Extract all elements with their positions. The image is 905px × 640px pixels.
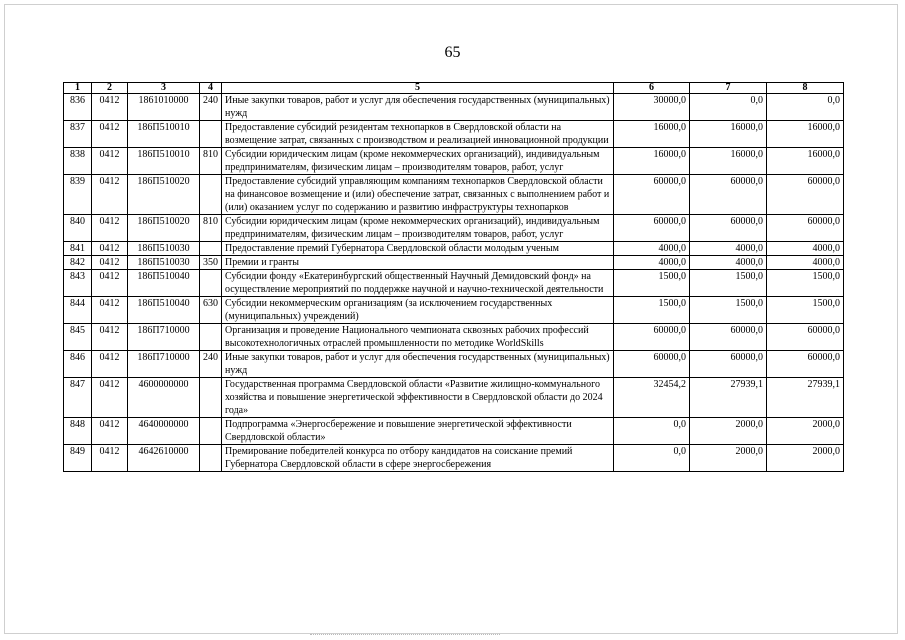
row-description: Организация и проведение Национального чемпионата сквозных рабочих профессий высокотехнологичных отраслей промышленности по методике WorldSkills (222, 324, 614, 351)
target-item-code: 186П710000 (128, 324, 200, 351)
section-code: 0412 (92, 270, 128, 297)
table-row (64, 324, 844, 351)
amount-year-2: 1500,0 (690, 297, 767, 324)
target-item-code: 4600000000 (128, 378, 200, 418)
amount-year-1: 30000,0 (614, 94, 690, 121)
section-code: 0412 (92, 297, 128, 324)
target-item-code: 186П510040 (128, 270, 200, 297)
amount-year-3: 16000,0 (767, 148, 844, 175)
amount-year-2: 4000,0 (690, 256, 767, 270)
table-row (64, 215, 844, 242)
expense-type-code (200, 324, 222, 351)
amount-year-2: 1500,0 (690, 270, 767, 297)
budget-table (63, 82, 844, 472)
row-number: 837 (64, 121, 92, 148)
expense-type-code (200, 445, 222, 472)
target-item-code: 4640000000 (128, 418, 200, 445)
row-description: Государственная программа Свердловской области «Развитие жилищно-коммунального хозяйства и повышение энергетической эффективности в Свердловской области до 2024 года» (222, 378, 614, 418)
row-description: Субсидии некоммерческим организациям (за исключением государственных (муниципальных) учреждений) (222, 297, 614, 324)
amount-year-3: 16000,0 (767, 121, 844, 148)
section-code: 0412 (92, 94, 128, 121)
column-header: 4 (200, 83, 222, 94)
target-item-code: 186П510020 (128, 215, 200, 242)
amount-year-2: 60000,0 (690, 324, 767, 351)
column-header: 2 (92, 83, 128, 94)
section-code: 0412 (92, 215, 128, 242)
target-item-code: 186П710000 (128, 351, 200, 378)
section-code: 0412 (92, 351, 128, 378)
target-item-code: 186П510020 (128, 175, 200, 215)
table-row (64, 351, 844, 378)
amount-year-3: 1500,0 (767, 270, 844, 297)
amount-year-2: 60000,0 (690, 351, 767, 378)
row-description: Премии и гранты (222, 256, 614, 270)
row-description: Предоставление субсидий управляющим компаниям технопарков Свердловской области на финансовое возмещение и (или) обеспечение затрат, связанных с выполнением работ и (или) оказанием услуг по содержанию и развитию инфраструктуры технопарков (222, 175, 614, 215)
amount-year-3: 60000,0 (767, 175, 844, 215)
section-code: 0412 (92, 324, 128, 351)
table-row (64, 94, 844, 121)
table-row (64, 378, 844, 418)
row-number: 849 (64, 445, 92, 472)
row-number: 836 (64, 94, 92, 121)
expense-type-code: 240 (200, 94, 222, 121)
target-item-code: 186П510030 (128, 256, 200, 270)
section-code: 0412 (92, 175, 128, 215)
row-number: 843 (64, 270, 92, 297)
expense-type-code (200, 242, 222, 256)
amount-year-2: 2000,0 (690, 418, 767, 445)
expense-type-code (200, 121, 222, 148)
section-code: 0412 (92, 121, 128, 148)
table-row (64, 148, 844, 175)
row-description: Иные закупки товаров, работ и услуг для обеспечения государственных (муниципальных) нужд (222, 351, 614, 378)
column-header: 5 (222, 83, 614, 94)
expense-type-code (200, 378, 222, 418)
amount-year-3: 60000,0 (767, 215, 844, 242)
amount-year-2: 60000,0 (690, 215, 767, 242)
amount-year-1: 60000,0 (614, 351, 690, 378)
row-description: Подпрограмма «Энергосбережение и повышение энергетической эффективности Свердловской области» (222, 418, 614, 445)
amount-year-1: 32454,2 (614, 378, 690, 418)
target-item-code: 186П510010 (128, 148, 200, 175)
column-header: 8 (767, 83, 844, 94)
row-number: 846 (64, 351, 92, 378)
amount-year-3: 60000,0 (767, 324, 844, 351)
scan-edge-mark (310, 634, 500, 637)
row-number: 848 (64, 418, 92, 445)
amount-year-3: 4000,0 (767, 256, 844, 270)
amount-year-1: 0,0 (614, 418, 690, 445)
page-number: 65 (444, 44, 461, 61)
expense-type-code: 810 (200, 148, 222, 175)
row-description: Субсидии юридическим лицам (кроме некоммерческих организаций), индивидуальным предпринимателям, физическим лицам – производителям товаров, работ, услуг (222, 215, 614, 242)
row-description: Предоставление премий Губернатора Свердловской области молодым ученым (222, 242, 614, 256)
amount-year-2: 4000,0 (690, 242, 767, 256)
section-code: 0412 (92, 418, 128, 445)
section-code: 0412 (92, 445, 128, 472)
target-item-code: 186П510010 (128, 121, 200, 148)
section-code: 0412 (92, 256, 128, 270)
amount-year-1: 1500,0 (614, 297, 690, 324)
amount-year-3: 4000,0 (767, 242, 844, 256)
table-row (64, 256, 844, 270)
row-number: 847 (64, 378, 92, 418)
amount-year-3: 27939,1 (767, 378, 844, 418)
table-row (64, 445, 844, 472)
expense-type-code: 240 (200, 351, 222, 378)
row-description: Субсидии юридическим лицам (кроме некоммерческих организаций), индивидуальным предпринимателям, физическим лицам – производителям товаров, работ, услуг (222, 148, 614, 175)
row-description: Субсидии фонду «Екатеринбургский общественный Научный Демидовский фонд» на осуществление мероприятий по поддержке научной и научно-технической деятельности (222, 270, 614, 297)
row-number: 840 (64, 215, 92, 242)
amount-year-2: 16000,0 (690, 148, 767, 175)
table-row (64, 297, 844, 324)
table-row (64, 121, 844, 148)
section-code: 0412 (92, 148, 128, 175)
target-item-code: 186П510030 (128, 242, 200, 256)
amount-year-2: 16000,0 (690, 121, 767, 148)
amount-year-1: 1500,0 (614, 270, 690, 297)
column-header: 7 (690, 83, 767, 94)
section-code: 0412 (92, 378, 128, 418)
amount-year-1: 60000,0 (614, 215, 690, 242)
section-code: 0412 (92, 242, 128, 256)
table-row (64, 242, 844, 256)
column-header: 1 (64, 83, 92, 94)
amount-year-1: 16000,0 (614, 121, 690, 148)
amount-year-1: 4000,0 (614, 242, 690, 256)
expense-type-code (200, 175, 222, 215)
expense-type-code (200, 270, 222, 297)
target-item-code: 4642610000 (128, 445, 200, 472)
amount-year-2: 27939,1 (690, 378, 767, 418)
amount-year-1: 4000,0 (614, 256, 690, 270)
amount-year-1: 0,0 (614, 445, 690, 472)
column-header: 6 (614, 83, 690, 94)
amount-year-3: 0,0 (767, 94, 844, 121)
amount-year-2: 0,0 (690, 94, 767, 121)
target-item-code: 186П510040 (128, 297, 200, 324)
row-description: Предоставление субсидий резидентам технопарков в Свердловской области на возмещение затрат, связанных с производством и реализацией инновационной продукции (222, 121, 614, 148)
table-row (64, 175, 844, 215)
row-number: 839 (64, 175, 92, 215)
header-row (64, 83, 844, 94)
row-description: Премирование победителей конкурса по отбору кандидатов на соискание премий Губернатора Свердловской области в сфере энергосбережения (222, 445, 614, 472)
expense-type-code: 810 (200, 215, 222, 242)
amount-year-3: 1500,0 (767, 297, 844, 324)
row-number: 841 (64, 242, 92, 256)
amount-year-3: 60000,0 (767, 351, 844, 378)
row-description: Иные закупки товаров, работ и услуг для обеспечения государственных (муниципальных) нужд (222, 94, 614, 121)
amount-year-3: 2000,0 (767, 418, 844, 445)
expense-type-code: 630 (200, 297, 222, 324)
amount-year-3: 2000,0 (767, 445, 844, 472)
expense-type-code (200, 418, 222, 445)
row-number: 844 (64, 297, 92, 324)
table-row (64, 418, 844, 445)
expense-type-code: 350 (200, 256, 222, 270)
row-number: 845 (64, 324, 92, 351)
table-row (64, 270, 844, 297)
amount-year-1: 60000,0 (614, 324, 690, 351)
amount-year-1: 16000,0 (614, 148, 690, 175)
amount-year-2: 60000,0 (690, 175, 767, 215)
target-item-code: 1861010000 (128, 94, 200, 121)
amount-year-2: 2000,0 (690, 445, 767, 472)
column-header: 3 (128, 83, 200, 94)
row-number: 842 (64, 256, 92, 270)
amount-year-1: 60000,0 (614, 175, 690, 215)
row-number: 838 (64, 148, 92, 175)
